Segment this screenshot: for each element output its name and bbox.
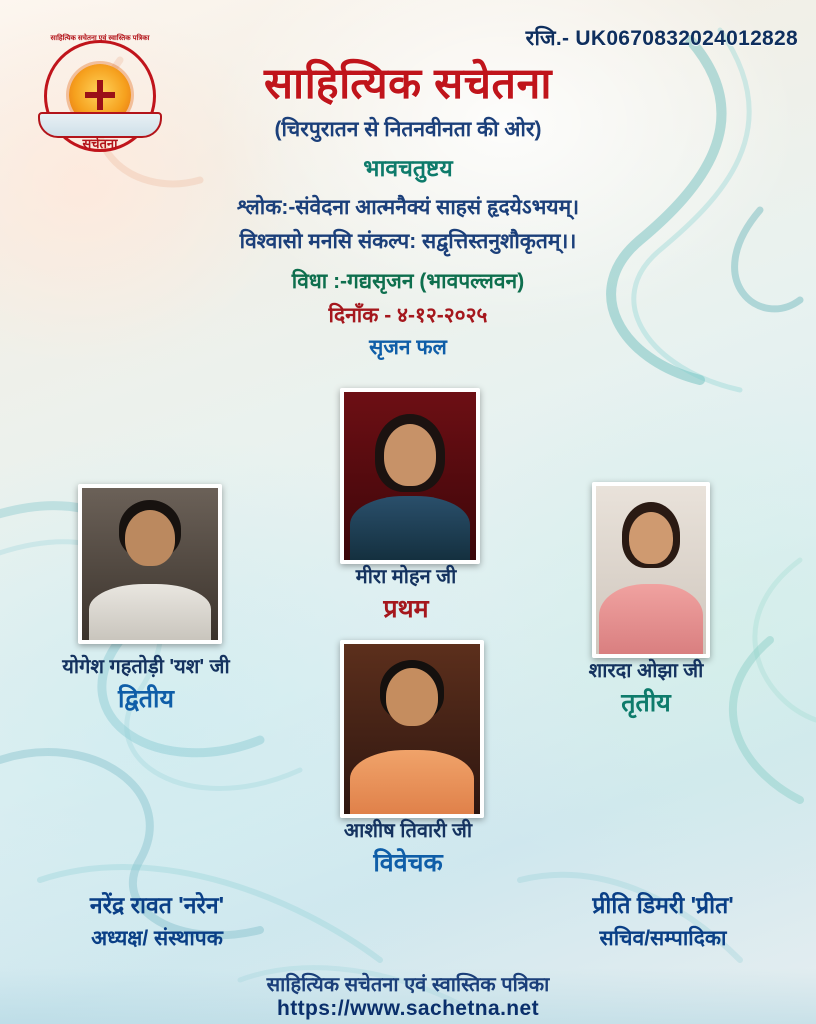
caption-winner-2 (0, 652, 296, 715)
photo-reviewer (340, 640, 484, 818)
footer-strip (0, 968, 816, 1024)
caption-winner-1 (256, 562, 556, 625)
winner-rank: प्रथम (383, 595, 429, 623)
official-name: नरेंद्र रावत 'नरेन' (89, 892, 225, 918)
official-role: सचिव/सम्पादिका (599, 927, 727, 950)
winner-name: योगेश गहतोड़ी 'यश' जी (62, 656, 230, 678)
winner-name: मीरा मोहन जी (355, 566, 457, 588)
logo-arc-text: साहित्यिक सचेतना एवं स्वास्तिक पत्रिका (50, 35, 150, 42)
footer-magazine-name: साहित्यिक सचेतना एवं स्वास्तिक पत्रिका (266, 974, 550, 996)
official-right (498, 888, 816, 952)
official-role: अध्यक्ष/ संस्थापक (91, 927, 223, 950)
shlok-line-2: विश्वासो मनसि संकल्प: सद्वृत्तिस्तनुशौकृतम्।। (239, 230, 577, 253)
reviewer-role: विवेचक (373, 849, 443, 877)
winner-name: शारदा ओझा जी (588, 660, 704, 682)
result-label: सृजन फल (369, 336, 447, 359)
page-subtitle: (चिरपुरातन से नितनवीनता की ओर) (274, 118, 542, 141)
caption-winner-3 (496, 656, 796, 719)
theme-label: भावचतुष्टय (363, 155, 453, 181)
shlok-line-1: श्लोक:-संवेदना आत्मनैक्यं साहसं हृदयेऽभयम्। (236, 196, 580, 219)
official-left (0, 888, 322, 952)
caption-reviewer (258, 816, 558, 879)
logo-banner-text: सचेतना (82, 136, 118, 151)
photo-winner-3 (592, 482, 710, 658)
footer-website[interactable]: https://www.sachetna.net (276, 997, 540, 1020)
reviewer-name: आशीष तिवारी जी (343, 820, 473, 842)
photo-winner-2 (78, 484, 222, 644)
event-date: दिनाँक - ४-१२-२०२५ (328, 304, 488, 327)
header-block (0, 52, 816, 361)
registration-number: रजि.- UK0670832024012828 (525, 27, 798, 50)
winner-rank: तृतीय (621, 689, 671, 717)
winner-rank: द्वितीय (117, 685, 175, 713)
page-title: साहित्यिक सचेतना (263, 60, 553, 108)
official-name: प्रीति डिमरी 'प्रीत' (592, 892, 734, 918)
photo-winner-1 (340, 388, 480, 564)
genre-label: विधा :-गद्यसृजन (भावपल्लवन) (291, 270, 525, 293)
